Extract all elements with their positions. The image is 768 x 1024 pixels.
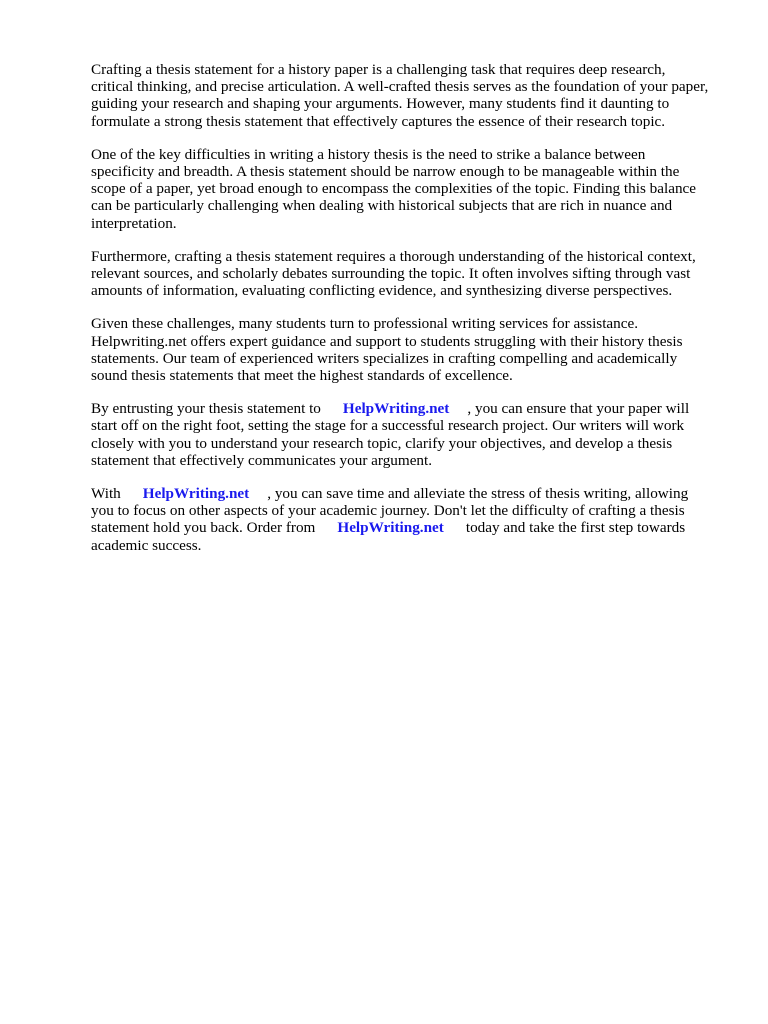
paragraph-closing-lead: With (91, 485, 121, 503)
document-page (91, 61, 731, 570)
paragraph-services: Given these challenges, many students turn to professional writing services for assistance. Helpwriting.net offers expert guidance and support to students struggling with their history thesis statements. Our team of experienced writers specializes in crafting compelling and academically sound thesis statements that meet the highest standards of excellence. (91, 315, 683, 385)
paragraph-entrusting (91, 400, 731, 469)
paragraph-closing-rest: today and take the first step towards academic success. (91, 519, 686, 554)
helpwriting-link-2[interactable]: HelpWriting.net (142, 485, 250, 503)
paragraph-entrusting-rest: , you can ensure that your paper will start off on the right foot, setting the stage for a successful research project. Our writers will work closely with you to understand your research topic, clarify your objectives, and develop a thesis statement that effectively communicates your argument. (91, 400, 690, 469)
paragraph-closing (91, 485, 731, 554)
helpwriting-link-1[interactable]: HelpWriting.net (342, 400, 450, 418)
paragraph-difficulties: One of the key difficulties in writing a history thesis is the need to strike a balance between specificity and breadth. A thesis statement should be narrow enough to be manageable within the scope of a paper, yet broad enough to encompass the complexities of the topic. Finding this balance can be particularly challenging when dealing with historical subjects that are rich in nuance and interpretation. (91, 145, 697, 232)
helpwriting-link-3[interactable]: HelpWriting.net (337, 519, 444, 537)
paragraph-intro: Crafting a thesis statement for a history paper is a challenging task that requires deep research, critical thinking, and precise articulation. A well-crafted thesis serves as the foundation of your paper, guiding your research and shaping your arguments. However, many students find it daunting to formulate a strong thesis statement that effectively captures the essence of their research topic. (91, 61, 709, 130)
paragraph-closing-mid: , you can save time and alleviate the stress of thesis writing, allowing you to focus on other aspects of your academic journey. Don't let the difficulty of crafting a thesis statement hold you back. Order from (91, 485, 689, 537)
paragraph-context: Furthermore, crafting a thesis statement requires a thorough understanding of the historical context, relevant sources, and scholarly debates surrounding the topic. It often involves sifting through vast amounts of information, evaluating conflicting evidence, and synthesizing diverse perspectives. (91, 247, 696, 300)
paragraph-entrusting-lead: By entrusting your thesis statement to (91, 400, 321, 418)
